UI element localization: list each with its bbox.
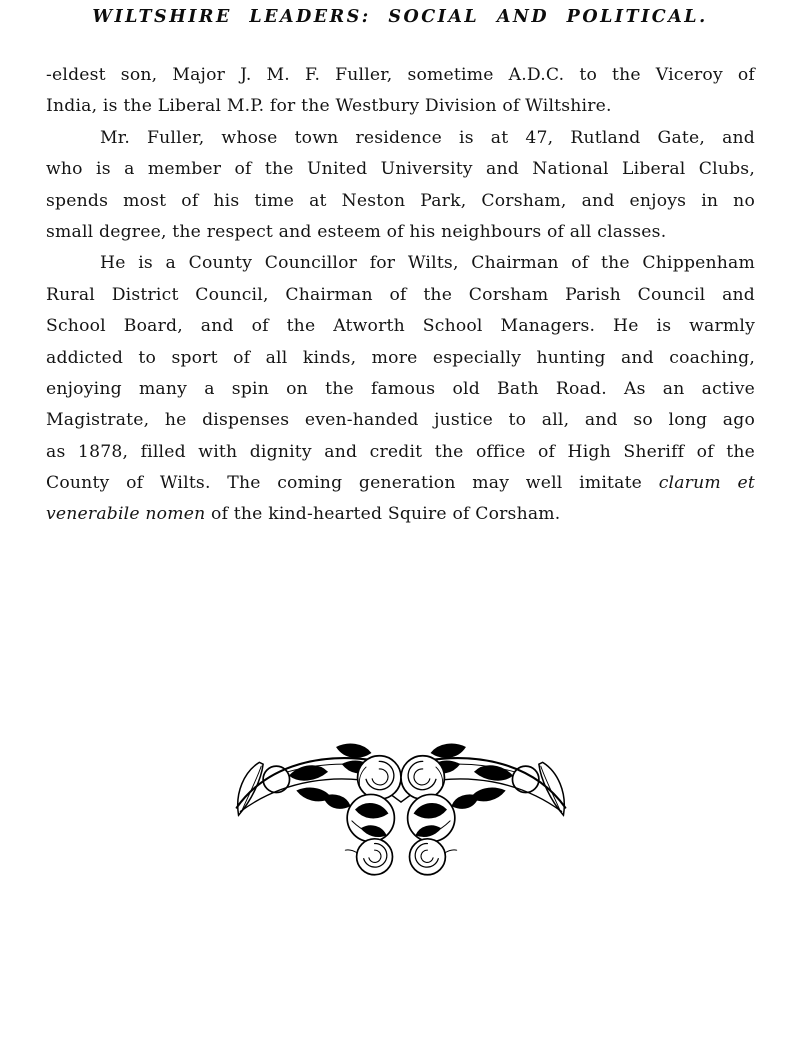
text-line bbox=[46, 468, 755, 499]
text-segment: India, is the Liberal M.P. for the Westbury Division of Wiltshire. bbox=[46, 96, 612, 117]
text-segment: Rural District Council, Chairman of the Corsham Parish Council and bbox=[46, 284, 755, 305]
text-line bbox=[46, 60, 755, 91]
text-line bbox=[46, 154, 755, 185]
text-line bbox=[46, 343, 755, 374]
text-line bbox=[46, 248, 755, 279]
text-segment: who is a member of the United University and National Liberal Clubs, bbox=[46, 159, 755, 180]
text-line bbox=[46, 311, 755, 342]
body-text-block bbox=[46, 60, 755, 531]
text-segment: of the kind-hearted Squire of Corsham. bbox=[205, 504, 561, 525]
text-line bbox=[46, 217, 755, 248]
text-segment: -eldest son, Major J. M. F. Fuller, sometime A.D.C. to the Viceroy of bbox=[46, 65, 755, 85]
text-line bbox=[46, 186, 755, 217]
text-segment: County of Wilts. The coming generation may well imitate bbox=[46, 473, 659, 494]
text-line bbox=[46, 437, 755, 468]
text-segment: addicted to sport of all kinds, more especially hunting and coaching, bbox=[46, 347, 755, 368]
text-line bbox=[46, 91, 755, 122]
text-segment: He is a County Councillor for Wilts, Chairman of the Chippenham bbox=[100, 253, 755, 274]
text-segment: Magistrate, he dispenses even-handed justice to all, and so long ago bbox=[46, 410, 755, 431]
running-head: WILTSHIRE LEADERS: SOCIAL AND POLITICAL. bbox=[92, 7, 708, 27]
text-line bbox=[46, 405, 755, 436]
text-line bbox=[46, 280, 755, 311]
text-line bbox=[46, 123, 755, 154]
text-segment: as 1878, filled with dignity and credit the office of High Sheriff of the bbox=[46, 441, 755, 462]
latin-phrase: clarum et bbox=[658, 473, 755, 494]
text-segment: Mr. Fuller, whose town residence is at 47, Rutland Gate, and bbox=[100, 127, 755, 148]
text-segment: School Board, and of the Atworth School Managers. He is warmly bbox=[46, 316, 755, 337]
text-line bbox=[46, 499, 755, 530]
rose-spray-ornament bbox=[231, 739, 571, 882]
text-line bbox=[46, 374, 755, 405]
text-segment: spends most of his time at Neston Park, Corsham, and enjoys in no bbox=[46, 190, 755, 211]
text-segment: enjoying many a spin on the famous old Bath Road. As an active bbox=[46, 378, 755, 399]
rose-spray-ornament-drawing bbox=[231, 739, 571, 882]
latin-phrase: venerabile nomen bbox=[46, 504, 206, 525]
text-segment: small degree, the respect and esteem of his neighbours of all classes. bbox=[46, 221, 667, 242]
